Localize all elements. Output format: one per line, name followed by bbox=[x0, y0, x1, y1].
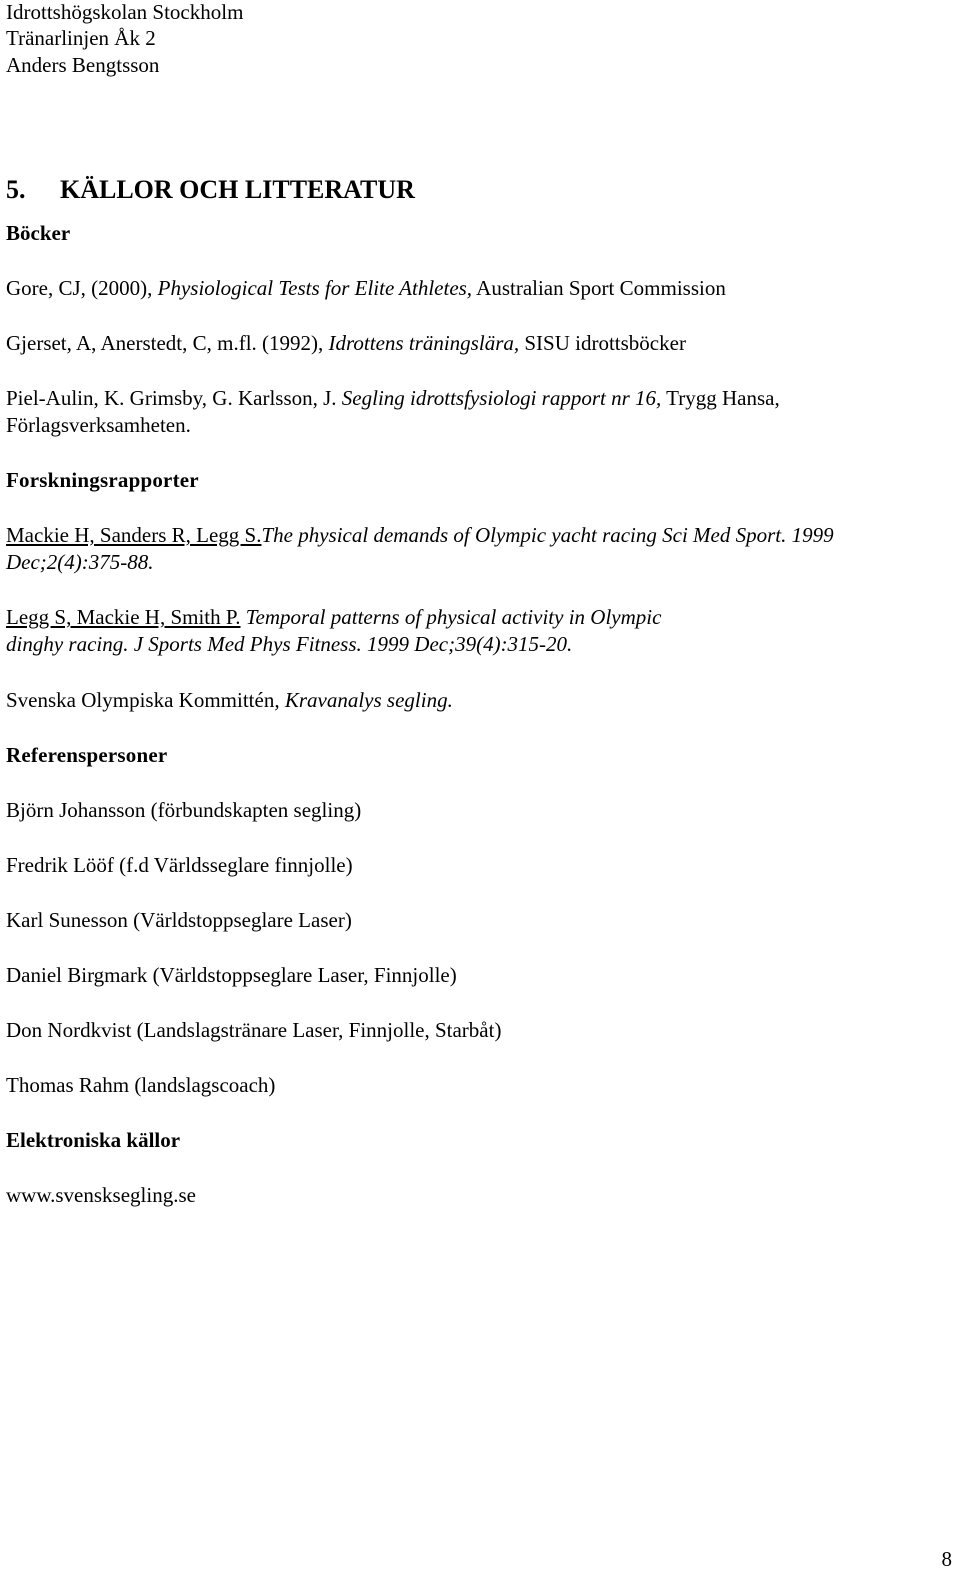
reference-person-3: Karl Sunesson (Världstoppseglare Laser) bbox=[6, 908, 352, 932]
report-title: Temporal patterns of physical activity in Olympic bbox=[240, 605, 662, 629]
report-citation: dinghy racing. J Sports Med Phys Fitness. 1999 Dec;39(4):315-20. bbox=[6, 632, 573, 656]
report-entry-1-continuation bbox=[6, 550, 154, 574]
electronic-source-link[interactable]: www.svensksegling.se bbox=[6, 1183, 196, 1207]
header-school: Idrottshögskolan Stockholm bbox=[6, 0, 244, 24]
reference-person-4: Daniel Birgmark (Världstoppseglare Laser, Finnjolle) bbox=[6, 963, 457, 987]
book-authors: Piel-Aulin, K. Grimsby, G. Karlsson, J. bbox=[6, 386, 342, 410]
section-title bbox=[6, 175, 415, 205]
page-number: 8 bbox=[941, 1547, 952, 1571]
report-citation: Dec;2(4):375-88. bbox=[6, 550, 154, 574]
reports-heading: Forskningsrapporter bbox=[6, 468, 199, 492]
reference-person-6: Thomas Rahm (landslagscoach) bbox=[6, 1073, 276, 1097]
report-authors: Mackie H, Sanders R, Legg S. bbox=[6, 523, 262, 547]
book-entry-3-continuation: Förlagsverksamheten. bbox=[6, 413, 191, 437]
book-entry-1 bbox=[6, 276, 726, 300]
report-entry-3 bbox=[6, 688, 453, 712]
books-heading: Böcker bbox=[6, 221, 71, 245]
section-title-text: KÄLLOR OCH LITTERATUR bbox=[60, 175, 415, 204]
report-authors: Svenska Olympiska Kommittén bbox=[6, 688, 275, 712]
header-program: Tränarlinjen Åk 2 bbox=[6, 26, 156, 50]
book-title: Physiological Tests for Elite Athletes, bbox=[157, 276, 473, 300]
report-authors: Legg S, Mackie H, Smith P. bbox=[6, 605, 241, 629]
reference-person-2: Fredrik Lööf (f.d Världsseglare finnjolle) bbox=[6, 853, 353, 877]
section-number: 5. bbox=[6, 175, 26, 204]
book-authors: Gjerset, A, Anerstedt, C, m.fl. (1992), bbox=[6, 331, 329, 355]
book-authors: Gore, CJ, (2000), bbox=[6, 276, 158, 300]
header-author: Anders Bengtsson bbox=[6, 53, 160, 77]
reference-person-5: Don Nordkvist (Landslagstränare Laser, Finnjolle, Starbåt) bbox=[6, 1018, 502, 1042]
report-entry-2 bbox=[6, 605, 661, 629]
report-entry-2-continuation bbox=[6, 632, 572, 656]
book-publisher: Australian Sport Commission bbox=[472, 276, 726, 300]
report-title: , Kravanalys segling. bbox=[274, 688, 453, 712]
book-publisher: Trygg Hansa, bbox=[661, 386, 780, 410]
book-publisher: SISU idrottsböcker bbox=[519, 331, 686, 355]
report-entry-1 bbox=[6, 523, 834, 547]
book-entry-3 bbox=[6, 386, 780, 410]
book-title: Segling idrottsfysiologi rapport nr 16, bbox=[341, 386, 662, 410]
book-entry-2 bbox=[6, 331, 686, 355]
report-title: The physical demands of Olympic yacht racing Sci Med Sport. 1999 bbox=[261, 523, 834, 547]
book-title: Idrottens träningslära, bbox=[328, 331, 520, 355]
reference-person-1: Björn Johansson (förbundskapten segling) bbox=[6, 798, 362, 822]
references-heading: Referenspersoner bbox=[6, 743, 168, 767]
electronic-heading: Elektroniska källor bbox=[6, 1128, 181, 1152]
